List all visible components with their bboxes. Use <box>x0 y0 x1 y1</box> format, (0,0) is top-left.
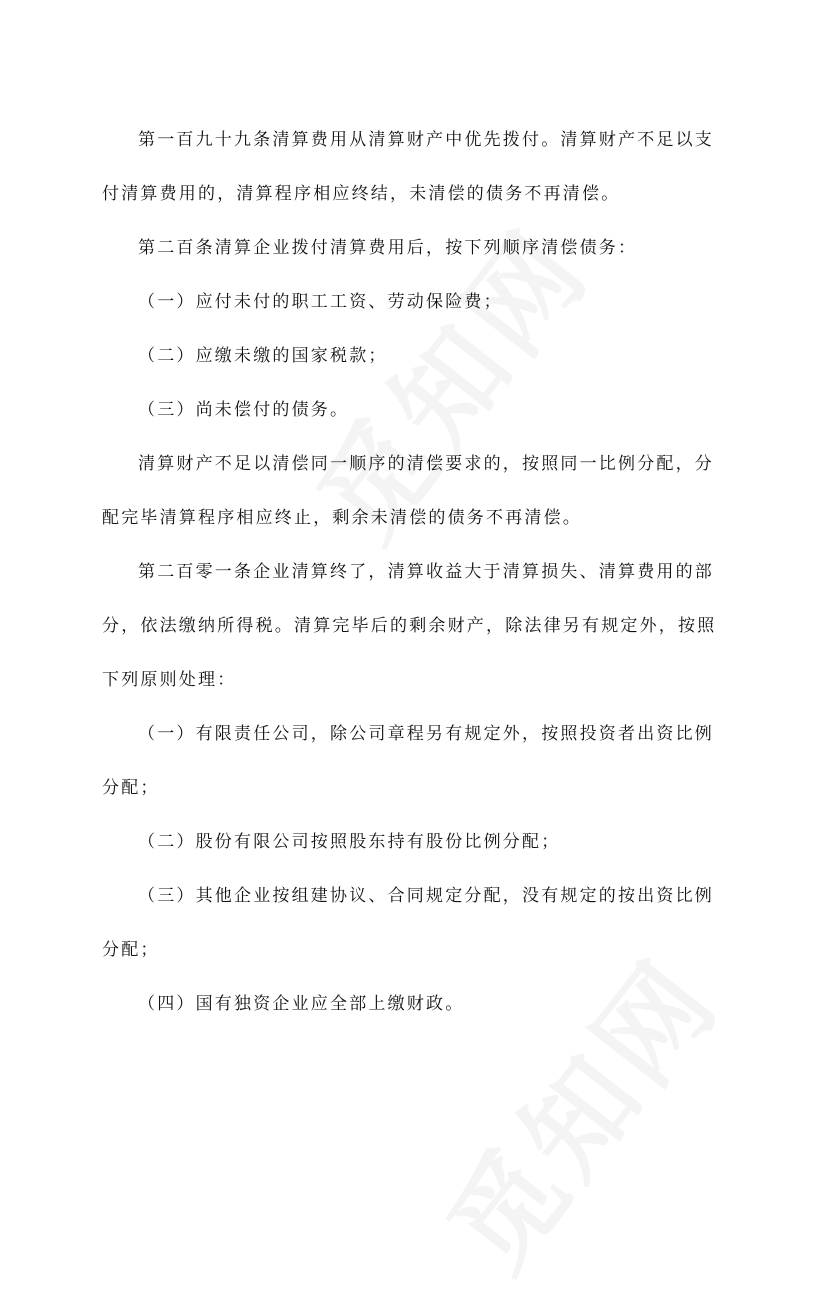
list-item: （一）应付未付的职工工资、劳动保险费； <box>138 292 503 312</box>
paragraph-line: 分，依法缴纳所得税。清算完毕后的剩余财产，除法律另有规定外，按照 <box>102 616 717 636</box>
paragraph-line: 第一百九十九条清算费用从清算财产中优先拨付。清算财产不足以支 <box>138 130 714 150</box>
paragraph-line: 第二百条清算企业拨付清算费用后，按下列顺序清偿债务： <box>138 238 638 258</box>
paragraph-line: 配完毕清算程序相应终止，剩余未清偿的债务不再清偿。 <box>102 508 582 528</box>
list-item-continuation: 分配； <box>102 778 160 798</box>
list-item-continuation: 分配； <box>102 940 160 960</box>
paragraph-line: 第二百零一条企业清算终了，清算收益大于清算损失、清算费用的部 <box>138 562 714 582</box>
list-item: （二）股份有限公司按照股东持有股份比例分配； <box>138 832 561 852</box>
paragraph-line: 清算财产不足以清偿同一顺序的清偿要求的，按照同一比例分配，分 <box>138 454 714 474</box>
list-item: （三）尚未偿付的债务。 <box>138 400 350 420</box>
list-item: （二）应缴未缴的国家税款； <box>138 346 388 366</box>
list-item: （四）国有独资企业应全部上缴财政。 <box>138 994 465 1014</box>
document-body <box>102 116 720 1034</box>
paragraph-line: 付清算费用的，清算程序相应终结，未清偿的债务不再清偿。 <box>102 184 621 204</box>
list-item: （一）有限责任公司，除公司章程另有规定外，按照投资者出资比例 <box>138 724 714 744</box>
paragraph-line: 下列原则处理： <box>102 670 237 690</box>
list-item: （三）其他企业按组建协议、合同规定分配，没有规定的按出资比例 <box>138 886 714 906</box>
